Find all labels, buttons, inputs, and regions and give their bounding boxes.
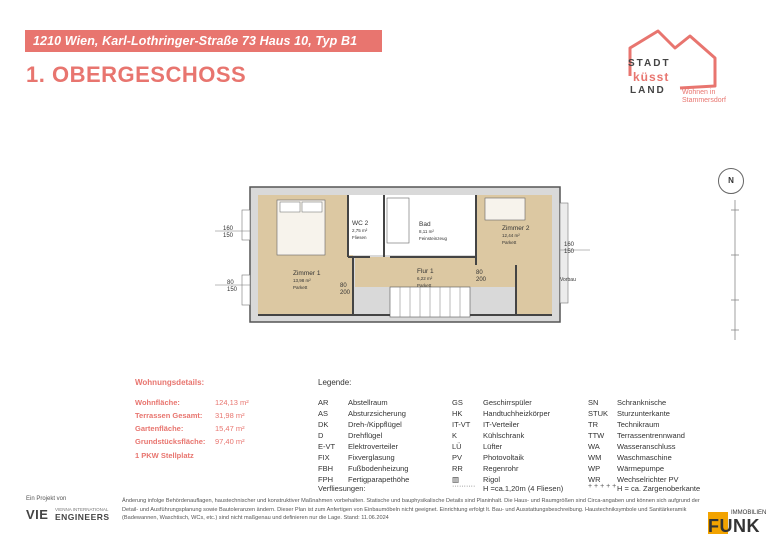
funk-logo-wordmark: FUNK <box>708 516 760 536</box>
legend-code: IT-VT <box>452 420 471 429</box>
legend-text: Wechselrichter PV <box>617 475 679 484</box>
door-dim-2-a: 80 <box>476 270 483 276</box>
legend-text: Schranknische <box>617 398 667 407</box>
door-dim-2 <box>476 270 486 284</box>
room-area: 12,44 m² <box>502 233 520 238</box>
detail-value: 124,13 m² <box>215 398 249 407</box>
door-dim-1-b: 200 <box>340 290 351 296</box>
legend-text: Geschirrspüler <box>483 398 532 407</box>
legend-text: Terrassentrennwand <box>617 431 685 440</box>
legend-text: Kühlschrank <box>483 431 525 440</box>
legend-text: Sturzunterkante <box>617 409 670 418</box>
legend-code: AR <box>318 398 329 407</box>
door-dim-2-b: 200 <box>476 277 487 283</box>
legend-code: GS <box>452 398 463 407</box>
brand-sub-1: Wohnen in <box>682 89 716 96</box>
legend-code: D <box>318 431 324 440</box>
floor-plan <box>195 165 755 365</box>
room-bad <box>419 221 447 242</box>
room-zimmer-1 <box>293 270 320 291</box>
brand-word-land: LAND <box>630 85 666 96</box>
legend-title: Legende: <box>318 378 352 387</box>
frame-line-icon: + + + + + <box>588 483 617 490</box>
legend-code: LÜ <box>452 442 462 451</box>
legend-code: E-VT <box>318 442 336 451</box>
legend-text: Photovoltaik <box>483 453 524 462</box>
vie-logo: VIE <box>26 507 49 522</box>
door-dim-1 <box>340 283 350 297</box>
dim-left-bot-b: 150 <box>227 287 238 293</box>
room-floor: Parkett <box>502 240 517 245</box>
detail-label: Terrassen Gesamt: <box>135 411 203 420</box>
room-wc-2 <box>352 220 368 241</box>
legend-text: Regenrohr <box>483 464 519 473</box>
vie-logo-subtitle: VIENNA INTERNATIONAL <box>55 507 109 512</box>
north-compass-icon: N <box>718 168 744 194</box>
legend-code: DK <box>318 420 329 429</box>
room-zimmer-2 <box>502 225 529 246</box>
brand-sub-2: Stammersdorf <box>682 97 726 104</box>
disclaimer-footnote: Änderung infolge Behördenauflagen, haustechnischer und konstruktiver Maßnahmen vorbehalten. Statische und bauphysikalische Details sind Planinhalt. Die Haus- und Raumgrößen sind Circa-angaben und können sich aufgrund der Detail- und Ausführungsplanung sowie Bautoleranzen ändern. Dieser Plan ist zum Anfertigen von Einbaumöbeln nicht geeignet. Einrichtung erfolgt lt. Bau- und Ausstattungsbeschreibung. Haustechniksymbole und Sanitärkeramik (Badewannen, Waschtisch, WCs, etc.) sind nicht maßgenau und definieren nur die Lage. Stand: 11.06.2024 <box>122 498 700 521</box>
legend-code: WP <box>588 464 601 473</box>
legend-text: Handtuchheizkörper <box>483 409 551 418</box>
room-area: 8,11 m² <box>419 229 434 234</box>
room-name: Zimmer 1 <box>293 270 321 277</box>
address-banner: 1210 Wien, Karl-Lothringer-Straße 73 Haus 10, Typ B1 <box>25 30 382 52</box>
room-area: 2,75 m² <box>352 228 368 233</box>
legend-code: WR <box>588 475 601 484</box>
room-floor: Parkett <box>293 285 308 290</box>
project-label: Ein Projekt von <box>26 496 67 502</box>
brand-logo <box>620 26 755 111</box>
room-name: Flur 1 <box>417 268 434 275</box>
verfliesungen-label: Verfliesungen: <box>318 484 366 493</box>
dim-left-bot-a: 80 <box>227 280 234 286</box>
legend-text: Fixverglasung <box>348 453 395 462</box>
dim-left-bot <box>227 280 237 294</box>
room-name: Bad <box>419 221 431 228</box>
legend-text: Waschmaschine <box>617 453 672 462</box>
legend-code: TTW <box>588 431 605 440</box>
legend-text: Technikraum <box>617 420 660 429</box>
legend-code: AS <box>318 409 329 418</box>
legend-text: Absturzsicherung <box>348 409 406 418</box>
dim-left-top-b: 150 <box>223 233 234 239</box>
room-floor: Fliesen <box>352 235 367 240</box>
rigol-icon: ▥ <box>452 475 460 484</box>
verfliesungen-text: H =ca.1,20m (4 Fliesen) <box>483 484 564 493</box>
vie-logo-engineers: ENGINEERS <box>55 512 110 522</box>
room-floor: Feinsteinzeug <box>419 236 448 241</box>
legend-code: WA <box>588 442 600 451</box>
door-dim-1-a: 80 <box>340 283 347 289</box>
legend-text: Abstellraum <box>348 398 388 407</box>
funk-logo-immobilien: IMMOBILIEN <box>731 510 767 516</box>
legend-text: Dreh-/Kippflügel <box>348 420 402 429</box>
legend-code: RR <box>452 464 463 473</box>
legend-text: Wasseranschluss <box>617 442 676 451</box>
legend-text: Wärmepumpe <box>617 464 665 473</box>
legend-code: SN <box>588 398 599 407</box>
legend-code: WM <box>588 453 602 462</box>
legend-text: Rigol <box>483 475 501 484</box>
detail-label: Gartenfläche: <box>135 424 184 433</box>
legend-text: Lüfter <box>483 442 503 451</box>
detail-label: Wohnfläche: <box>135 398 180 407</box>
dim-left-top-a: 160 <box>223 226 234 232</box>
room-name: WC 2 <box>352 220 369 227</box>
vorbau-label: Vorbau <box>560 277 576 283</box>
details-title: Wohnungsdetails: <box>135 378 205 387</box>
legend-code: FPH <box>318 475 333 484</box>
legend-text: Fußbodenheizung <box>348 464 409 473</box>
dim-left-top <box>223 226 233 240</box>
dim-right-b: 150 <box>564 249 575 255</box>
room-floor: Parkett <box>417 283 432 288</box>
legend-code: STUK <box>588 409 609 418</box>
legend-text: IT-Verteiler <box>483 420 520 429</box>
brand-word-kuesst: küsst <box>633 70 670 84</box>
detail-value: 31,98 m² <box>215 411 245 420</box>
room-area: 13,98 m² <box>293 278 311 283</box>
dim-right <box>564 242 574 256</box>
parking-info: 1 PKW Stellplatz <box>135 451 194 460</box>
zarge-text: H = ca. Zargenoberkante <box>617 484 701 493</box>
legend-text: Drehflügel <box>348 431 383 440</box>
legend-code: K <box>452 431 458 440</box>
legend-code: PV <box>452 453 463 462</box>
brand-word-stadt: STADT <box>628 58 671 69</box>
dim-right-a: 160 <box>564 242 575 248</box>
room-flur-1 <box>417 268 434 289</box>
legend-code: HK <box>452 409 463 418</box>
legend-text: Fertigparapethöhe <box>348 475 410 484</box>
legend-code: FIX <box>318 453 330 462</box>
detail-value: 97,40 m² <box>215 437 245 446</box>
tile-line-icon: ·········· <box>452 483 476 490</box>
legend-code: FBH <box>318 464 333 473</box>
legend-code: TR <box>588 420 598 429</box>
detail-value: 15,47 m² <box>215 424 245 433</box>
floor-title: 1. OBERGESCHOSS <box>26 62 247 87</box>
legend-text: Elektroverteiler <box>348 442 399 451</box>
detail-label: Grundstücksfläche: <box>135 437 206 446</box>
room-name: Zimmer 2 <box>502 225 530 232</box>
room-area: 6,22 m² <box>417 276 433 281</box>
